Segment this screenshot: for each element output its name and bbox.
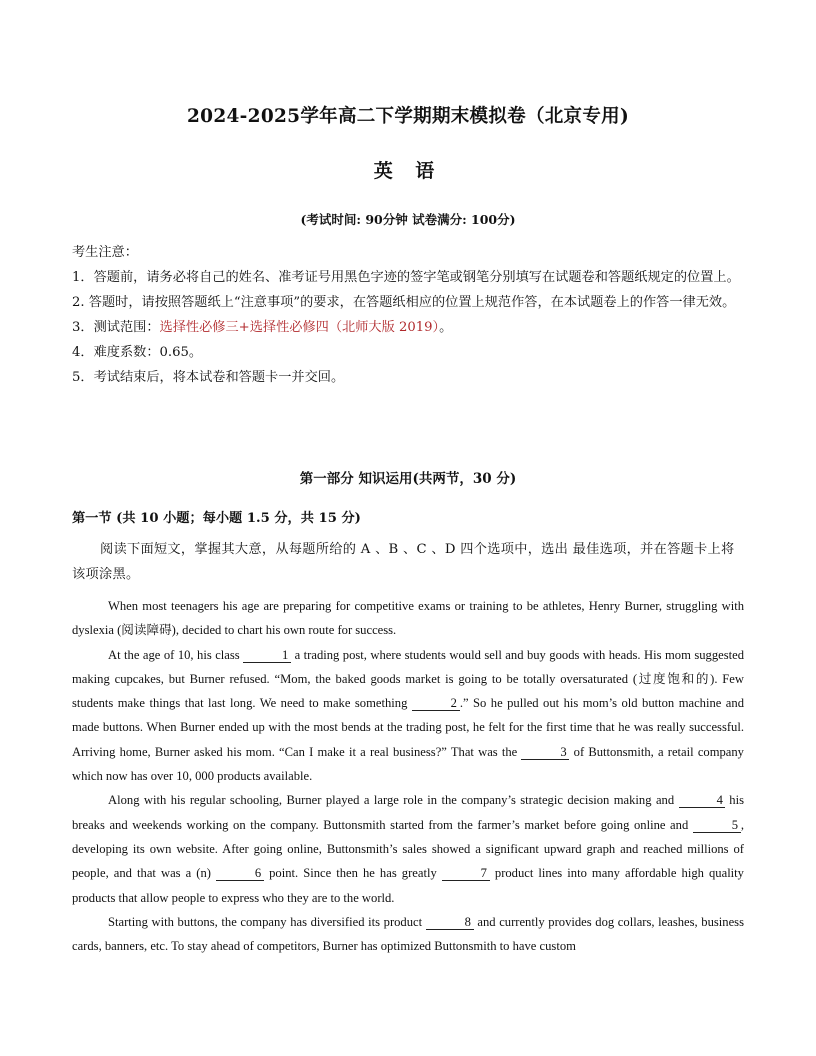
passage-text: product lines into many affordable high quality products that allow people to express who they are to the world.	[72, 866, 744, 905]
note-item-3-suffix: 。	[439, 320, 453, 335]
passage-text: Along with his regular schooling, Burner played a large role in the company’s strategic decision making and	[108, 793, 679, 808]
subject-title: 英 语	[373, 160, 443, 182]
exam-info: (考试时间: 90分钟 试卷满分: 100分)	[300, 212, 516, 227]
passage-text: Starting with buttons, the company has diversified its product	[108, 914, 426, 929]
blank-2: 2	[412, 696, 460, 711]
test-scope: 选择性必修三+选择性必修四（北师大版 2019）	[159, 320, 440, 335]
passage-paragraph-1: When most teenagers his age are preparing for competitive exams or training to be athletes, Henry Burner, struggling with dyslexia (阅读障碍), decided to chart his own route for success.	[72, 599, 744, 638]
passage-text: .” So he pulled out his mom’s old button machine and made buttons. When Burner ended up with the most bends at the trading post, he felt for the first time that he was really successful. Arriving home, Burner asked his mom. “Can I make it a real business?” That was the	[72, 696, 744, 759]
section-title: 第一节 (共 10 小题；每小题 1.5 分，共 15 分)	[72, 511, 361, 526]
note-item-2: 2. 答题时，请按照答题纸上“注意事项”的要求，在答题纸相应的位置上规范作答，在本试题卷上的作答一律无效。	[72, 295, 736, 310]
exam-title: 2024-2025学年高二下学期期末模拟卷（北京专用)	[186, 106, 629, 127]
passage-text: At the age of 10, his class	[108, 647, 244, 662]
note-item-1: 1．答题前，请务必将自己的姓名、准考证号用黑色字迹的签字笔或钢笔分别填写在试题卷和答题纸规定的位置上。	[72, 270, 740, 285]
passage-text: a trading post, where students would sell and buy goods with heads. His mom suggested making cupcakes, but Burner refused. “Mom, the baked goods market is going to be totally oversaturated (过度饱和的). Few students make things that last long. We need to make something	[72, 647, 744, 711]
section-instruction: 阅读下面短文，掌握其大意，从每题所给的 A 、B 、C 、D 四个选项中，选出 最佳选项，并在答题卡上将该项涂黑。	[72, 542, 735, 582]
blank-3: 3	[521, 745, 569, 760]
notes-heading: 考生注意：	[72, 245, 138, 260]
note-item-5: 5．考试结束后，将本试卷和答题卡一并交回。	[72, 370, 345, 385]
passage-text: and currently provides dog collars, leashes, business cards, banners, etc. To stay ahead of competitors, Burner has optimized Buttonsmith to have custom	[72, 914, 744, 954]
passage-paragraph-3	[72, 788, 744, 909]
note-item-4: 4．难度系数：0.65。	[72, 345, 203, 360]
note-item-3-prefix: 3．测试范围：	[72, 320, 160, 335]
exam-notes	[72, 240, 744, 390]
passage-text: his breaks and weekends working on the company. Buttonsmith started from the farmer’s market before going online and	[72, 793, 744, 832]
reading-passage	[72, 594, 744, 958]
blank-1: 1	[243, 648, 291, 663]
passage-text: point. Since then he has greatly	[264, 866, 442, 881]
blank-8: 8	[426, 915, 474, 930]
note-item-3	[72, 315, 744, 340]
blank-4: 4	[679, 793, 725, 808]
passage-text: , developing its own website. After going online, Buttonsmith’s sales showed a significant upward graph and reached millions of people, and that was a (n)	[72, 817, 744, 881]
passage-paragraph-4	[72, 910, 744, 959]
blank-7: 7	[442, 866, 490, 881]
part-title: 第一部分 知识运用(共两节，30 分)	[299, 471, 517, 487]
blank-5: 5	[693, 818, 741, 833]
passage-paragraph-2	[72, 643, 744, 789]
blank-6: 6	[216, 866, 264, 881]
passage-text: of Buttonsmith, a retail company which now has over 10, 000 products available.	[72, 744, 744, 784]
